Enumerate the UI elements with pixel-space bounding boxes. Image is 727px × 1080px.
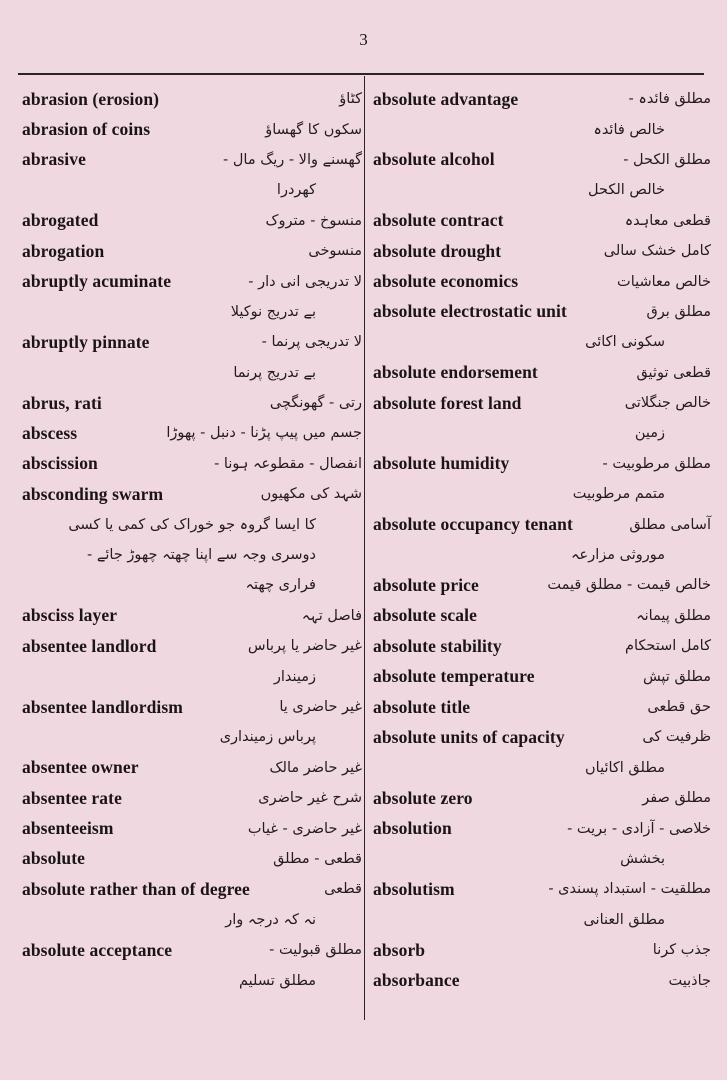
column-divider (364, 76, 365, 1020)
entry-definition: کٹاؤ (339, 91, 362, 108)
dictionary-entry-continuation (22, 570, 362, 600)
entry-term: absenteeism (22, 818, 114, 839)
entry-term: abrogation (22, 240, 105, 261)
entry-definition: بے تدریج نوکیلا (230, 303, 316, 320)
entry-term: absolute humidity (373, 453, 510, 474)
dictionary-entry (22, 935, 362, 965)
dictionary-entry-continuation (373, 753, 711, 783)
dictionary-entry (22, 145, 362, 175)
dictionary-entry (373, 631, 711, 661)
dictionary-entry (22, 692, 362, 722)
dictionary-entry (22, 114, 362, 144)
dictionary-entry-continuation (373, 844, 711, 874)
dictionary-entry (373, 297, 711, 327)
entry-term: absolute endorsement (373, 362, 538, 383)
entry-definition: جذب کرنا (652, 942, 711, 959)
entry-term: abrasion (erosion) (22, 88, 160, 109)
entry-term: absolution (373, 818, 452, 839)
entry-definition: خالص جنگلاتی (624, 395, 711, 412)
entry-term: abscess (22, 422, 78, 443)
entry-definition: غیر حاضر مالک (269, 759, 362, 776)
entry-definition: منسوخی (308, 243, 362, 260)
entry-definition: مطلق العنانی (583, 911, 665, 928)
dictionary-entry (373, 692, 711, 722)
entry-definition: انفصال - مقطوعہ ہونا - (214, 455, 362, 472)
entry-term: absolute drought (373, 240, 502, 261)
dictionary-entry-continuation (22, 175, 362, 205)
dictionary-entry (373, 661, 711, 691)
dictionary-entry-continuation (22, 297, 362, 327)
dictionary-entry (373, 570, 711, 600)
entry-term: absolute title (373, 696, 471, 717)
entry-term: absentee owner (22, 757, 139, 778)
entry-definition: مطلق تپش (642, 668, 711, 685)
entry-term: absconding swarm (22, 483, 164, 504)
left-column (22, 84, 362, 996)
entry-definition: مطلقیت - استبداد پسندی - (548, 881, 711, 898)
dictionary-entry (22, 388, 362, 418)
entry-definition: مطلق مرطوبیت - (602, 455, 711, 472)
right-column (373, 84, 711, 996)
entry-term: absolute zero (373, 787, 473, 808)
entry-term: absciss layer (22, 605, 118, 626)
dictionary-entry (373, 145, 711, 175)
entry-definition: فاصل تہہ (301, 607, 362, 624)
dictionary-entry (373, 388, 711, 418)
entry-term: absolute occupancy tenant (373, 514, 573, 535)
dictionary-entry (373, 935, 711, 965)
entry-term: absolute stability (373, 635, 502, 656)
dictionary-entry (22, 206, 362, 236)
dictionary-entry (22, 844, 362, 874)
dictionary-entry (373, 236, 711, 266)
dictionary-entry (373, 874, 711, 904)
entry-definition: سکوں کا گھساؤ (265, 121, 362, 138)
entry-term: absentee landlordism (22, 696, 183, 717)
entry-term: absolute alcohol (373, 149, 495, 170)
entry-term: abrasion of coins (22, 119, 151, 140)
entry-definition: قطعی معاہدہ (624, 212, 711, 229)
entry-definition: نہ کہ درجہ وار (225, 911, 316, 928)
entry-term: abruptly acuminate (22, 271, 172, 292)
dictionary-entry (373, 509, 711, 539)
entry-definition: شرح غیر حاضری (258, 790, 362, 807)
entry-term: absolute advantage (373, 88, 519, 109)
entry-definition: جاذبیت (668, 972, 711, 989)
entry-definition: غیر حاضر یا پرباس (247, 638, 362, 655)
dictionary-entry (22, 813, 362, 843)
entry-term: absolute economics (373, 271, 519, 292)
header-rule (18, 73, 704, 75)
entry-term: absolute scale (373, 605, 477, 626)
entry-definition: حق قطعی (647, 699, 711, 715)
entry-definition: خالص معاشیات (617, 273, 711, 290)
dictionary-entry-continuation (22, 965, 362, 995)
entry-definition: شہد کی مکھیوں (260, 486, 362, 503)
entry-definition: زمین (634, 425, 665, 442)
dictionary-entry (373, 358, 711, 388)
dictionary-entry-continuation (373, 175, 711, 205)
dictionary-entry (373, 84, 711, 114)
entry-definition: مطلق الکحل - (623, 151, 711, 168)
dictionary-entry-continuation (22, 540, 362, 570)
entry-term: abscission (22, 453, 98, 474)
entry-definition: مطلق فائدہ - (628, 91, 711, 108)
dictionary-entry-continuation (22, 905, 362, 935)
entry-definition: مطلق اکائیاں (585, 759, 665, 776)
entry-definition: کھردرا (276, 182, 316, 199)
entry-definition: پرباس زمینداری (219, 729, 316, 746)
dictionary-entry (22, 479, 362, 509)
dictionary-entry-continuation (373, 114, 711, 144)
entry-definition: متمم مرطوبیت (572, 486, 665, 503)
dictionary-entry-continuation (22, 358, 362, 388)
entry-term: absolute forest land (373, 392, 522, 413)
entry-definition: جسم میں پیپ پڑنا - دنبل - پھوڑا (166, 425, 362, 442)
entry-definition: کامل خشک سالی (603, 243, 711, 260)
entry-definition: قطعی (324, 881, 362, 898)
dictionary-entry-continuation (22, 509, 362, 539)
entry-definition: خالص قیمت - مطلق قیمت (547, 577, 711, 594)
dictionary-entry (373, 206, 711, 236)
dictionary-entry (22, 236, 362, 266)
dictionary-entry (373, 813, 711, 843)
entry-term: absolute temperature (373, 666, 535, 687)
entry-definition: کا ایسا گروہ جو خوراک کی کمی یا کسی (68, 516, 316, 533)
entry-term: absolute (22, 848, 86, 869)
entry-definition: بخشش (620, 850, 665, 867)
entry-definition: رتی - گھونگچی (269, 395, 362, 412)
dictionary-entry (22, 874, 362, 904)
entry-definition: آسامی مطلق (629, 516, 711, 533)
entry-definition: موروثی مزارعہ (571, 547, 665, 564)
dictionary-entry-continuation (373, 905, 711, 935)
entry-term: absorb (373, 939, 426, 960)
entry-term: absolutism (373, 878, 455, 899)
entry-definition: مطلق پیمانہ (636, 607, 711, 624)
entry-term: absolute rather than of degree (22, 878, 250, 899)
entry-term: absolute price (373, 574, 479, 595)
dictionary-entry (373, 783, 711, 813)
dictionary-entry (22, 631, 362, 661)
dictionary-entry (22, 783, 362, 813)
entry-term: abrus, rati (22, 392, 102, 413)
entry-definition: خالص الکحل (588, 182, 665, 199)
entry-definition: خالص فائدہ (593, 121, 665, 138)
dictionary-entry-continuation (373, 479, 711, 509)
entry-term: absolute contract (373, 210, 504, 231)
dictionary-entry-continuation (22, 661, 362, 691)
dictionary-entry (373, 266, 711, 296)
entry-definition: غیر حاضری - غیاب (247, 820, 362, 837)
entry-term: abrogated (22, 210, 99, 231)
dictionary-entry (373, 965, 711, 995)
entry-definition: فراری چھتہ (245, 577, 316, 594)
entry-definition: منسوخ - متروک (265, 212, 362, 229)
dictionary-entry (373, 601, 711, 631)
dictionary-entry (22, 266, 362, 296)
entry-definition: قطعی توثیق (636, 364, 711, 381)
entry-term: absentee landlord (22, 635, 157, 656)
dictionary-entry (373, 449, 711, 479)
entry-definition: کامل استحکام (625, 638, 711, 655)
entry-term: absolute units of capacity (373, 726, 565, 747)
entry-definition: بے تدریج پرنما (233, 364, 316, 381)
dictionary-entry (22, 449, 362, 479)
dictionary-entry (373, 722, 711, 752)
entry-term: absorbance (373, 970, 460, 991)
entry-definition: دوسری وجہ سے اپنا چھتہ چھوڑ جائے - (87, 547, 316, 564)
entry-term: absolute electrostatic unit (373, 301, 567, 322)
entry-definition: لا تدریجی انی دار - (248, 273, 362, 290)
entry-definition: لا تدریجی پرنما - (261, 334, 362, 351)
entry-definition: سکونی اکائی (585, 334, 665, 351)
entry-term: abrasive (22, 149, 86, 170)
entry-definition: گھسنے والا - ریگ مال - (223, 151, 362, 168)
entry-term: absentee rate (22, 787, 122, 808)
entry-definition: زمیندار (273, 668, 316, 685)
entry-definition: مطلق صفر (642, 790, 711, 807)
dictionary-entry-continuation (373, 418, 711, 448)
entry-definition: مطلق قبولیت - (269, 942, 362, 959)
page-number: 3 (359, 30, 368, 49)
entry-term: abruptly pinnate (22, 331, 150, 352)
dictionary-entry-continuation (373, 327, 711, 357)
dictionary-entry-continuation (22, 722, 362, 752)
dictionary-entry (22, 601, 362, 631)
dictionary-entry (22, 418, 362, 448)
entry-definition: غیر حاضری یا (279, 699, 362, 715)
entry-definition: قطعی - مطلق (273, 850, 362, 867)
entry-definition: مطلق تسلیم (239, 972, 316, 989)
entry-definition: خلاصی - آزادی - بریت - (567, 820, 711, 837)
dictionary-entry-continuation (373, 540, 711, 570)
dictionary-entry (22, 84, 362, 114)
entry-definition: مطلق برق (646, 303, 711, 320)
entry-term: absolute acceptance (22, 939, 173, 960)
dictionary-entry (22, 327, 362, 357)
dictionary-entry (22, 753, 362, 783)
entry-definition: ظرفیت کی (642, 729, 711, 746)
